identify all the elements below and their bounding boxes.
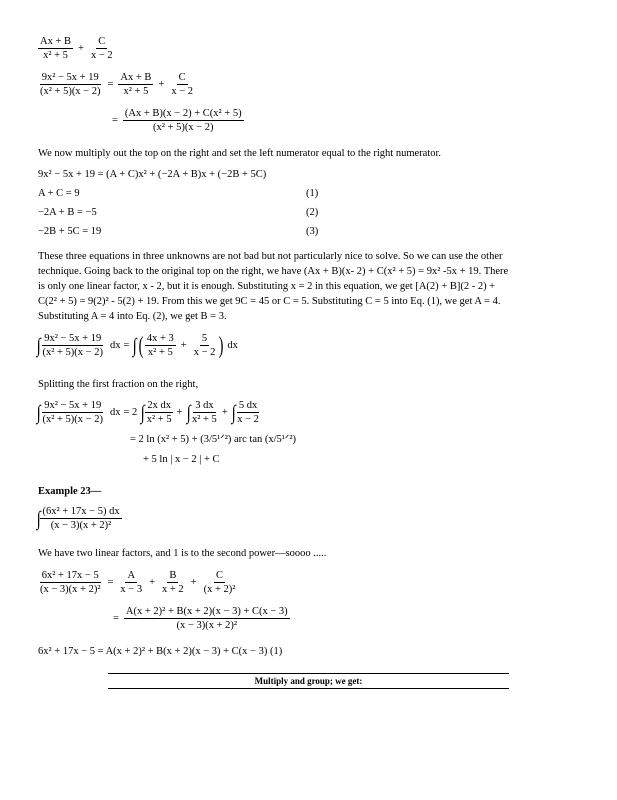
fraction: $\frac{C}{x - 2}$ (171, 72, 194, 97)
integral-equation-2: ∫ $\frac{\text{9x² − 5x + 19}}{\text{(x² + 5)(x − 2)}}$ dx = 2 ∫ $\frac{\text{2x dx}}{\text{x² + 5}}$ + ∫ $\frac{3 dx}{\text{x² + 5}}$ + ∫ $\frac{5 dx}{x - 2}$ (36, 400, 259, 425)
fraction: $\frac{\text{9x² − 5x + 19}}{\text{(x² + 5)(x − 2)}}$ (40, 72, 101, 97)
section-caption: Multiply and group; we get: (254, 676, 363, 686)
system-eq-2: −2A + B = −5 (38, 207, 97, 218)
example-integral (36, 506, 122, 531)
fraction: $\frac{5}{x - 2}$ (193, 333, 216, 358)
combined-fraction-equation: = $\frac{\text{(Ax + B)(x − 2) + C(x² + 5)}}{\text{(x² + 5)(x − 2)}}$ (112, 108, 242, 133)
paragraph-line: Substituting A = 4 into Eq. (2), we get B = 3. (38, 311, 227, 322)
text-multiply-out: We now multiply out the top on the right and set the left numerator equal to the right numerator. (38, 148, 442, 159)
text-splitting: Splitting the first fraction on the right, (38, 379, 199, 390)
top-rule (108, 673, 509, 674)
expansion-equation: 9x² − 5x + 19 = (A + C)x² + (−2A + B)x + (−2B + 5C) (38, 169, 267, 180)
fraction: $\frac{Ax + B}{\text{x² + 5}}$ (120, 72, 152, 97)
fraction: $\frac{Ax + B}{\text{x² + 5}}$ (40, 36, 72, 61)
bottom-rule (108, 688, 509, 689)
integral-sign: ∫ (36, 334, 41, 357)
text-linear-factors: We have two linear factors, and 1 is to the second power—soooo ..... (38, 548, 327, 559)
fraction: $\frac{\text{A(x + 2)² + B(x + 2)(x − 3) + C(x − 3)}}{\text{(x − 3)(x + 2)²}}$ (125, 606, 288, 631)
fraction: $\frac{\text{(6x² + 17x − 5) dx}}{\text{(x − 3)(x + 2)²}}$ (42, 506, 120, 531)
example-decomposition: $\frac{\text{6x² + 17x − 5}}{\text{(x − 3)(x + 2)²}}$ = $\frac{A}{x - 3}$ + $\frac{B}{x + 2}$ + $\frac{C}{\text{(x + 2)²}}$ (40, 570, 236, 595)
integral-sign: ∫ (36, 401, 41, 424)
fraction: $\frac{\text{9x² − 5x + 19}}{\text{(x² + 5)(x − 2)}}$ (42, 400, 103, 425)
paragraph-line: C(2² + 5) = 9(2)² - 5(2) + 19. From this we get 9C = 45 or C = 5. Substituting C = 5 into Eq. (1), we get A = 4. (38, 296, 501, 307)
fraction: $\frac{\text{6x² + 17x − 5}}{\text{(x − 3)(x + 2)²}}$ (40, 570, 101, 595)
system-tag-3: (3) (306, 226, 319, 237)
integral-equation-1: ∫ $\frac{\text{9x² − 5x + 19}}{\text{(x² + 5)(x − 2)}}$ dx = ∫( $\frac{4x + 3}{\text{x² + 5}}$ + $\frac{5}{x - 2}$ ) dx (36, 332, 238, 359)
integral-sign: ∫ (36, 507, 41, 530)
system-tag-2: (2) (306, 207, 319, 218)
integral-result-line-2: = 2 ln (x² + 5) + (3/5¹ᐟ²) arc tan (x/5¹ᐟ²) (130, 434, 297, 445)
system-eq-3: −2B + 5C = 19 (38, 226, 102, 237)
fraction: $\frac{B}{x + 2}$ (162, 570, 184, 595)
fraction: $\frac{5 dx}{x - 2}$ (237, 400, 259, 425)
fraction: $\frac{\text{2x dx}}{\text{x² + 5}}$ (146, 400, 172, 425)
fraction: $\frac{4x + 3}{\text{x² + 5}}$ (146, 333, 174, 358)
fraction: $\frac{\text{(Ax + B)(x − 2) + C(x² + 5)}}{\text{(x² + 5)(x − 2)}}$ (124, 108, 242, 133)
paragraph-line: is only one linear factor, x - 2, but it is enough. Substituting x = 2 in this equation, we get [A(2) + B](2 - 2) + (38, 281, 496, 292)
fraction: $\frac{A}{x - 3}$ (120, 570, 143, 595)
integral-sign: ∫ (140, 401, 146, 424)
integral-result-line-3: + 5 ln | x − 2 | + C (143, 454, 220, 465)
integral-sign: ∫ (186, 401, 191, 424)
decomposition-equation: $\frac{\text{9x² − 5x + 19}}{\text{(x² + 5)(x − 2)}}$ = $\frac{Ax + B}{\text{x² + 5}}$ + $\frac{C}{x - 2}$ (40, 72, 194, 97)
example-combined-fraction: = $\frac{\text{A(x + 2)² + B(x + 2)(x − 3) + C(x − 3)}}{\text{(x − 3)(x + 2)²}}$ (113, 606, 288, 631)
system-eq-1: A + C = 9 (38, 188, 80, 199)
fraction: $\frac{3 dx}{\text{x² + 5}}$ (191, 400, 217, 425)
paragraph-line: These three equations in three unknowns are not bad but not particularly nice to solve. So we can use the other (38, 251, 503, 262)
system-tag-1: (1) (306, 188, 319, 199)
paragraph-line: technique. Going back to the original top on the right, we have (Ax + B)(x- 2) + C(x² + 5) = 9x² -5x + 19. There (38, 266, 509, 277)
integral-sign: ∫ (133, 334, 138, 357)
numerator-equation: 6x² + 17x − 5 = A(x + 2)² + B(x + 2)(x − 3) + C(x − 3) (1) (38, 646, 283, 657)
fraction: $\frac{\text{9x² − 5x + 19}}{\text{(x² + 5)(x − 2)}}$ (42, 333, 103, 358)
example-heading: Example 23— (38, 486, 102, 497)
fraction: $\frac{C}{\text{(x + 2)²}}$ (203, 570, 236, 595)
partial-fraction-form: $\frac{Ax + B}{\text{x² + 5}}$ + $\frac{C}{x - 2}$ (40, 36, 113, 61)
fraction: $\frac{C}{x - 2}$ (90, 36, 113, 61)
integral-sign: ∫ (231, 401, 236, 424)
